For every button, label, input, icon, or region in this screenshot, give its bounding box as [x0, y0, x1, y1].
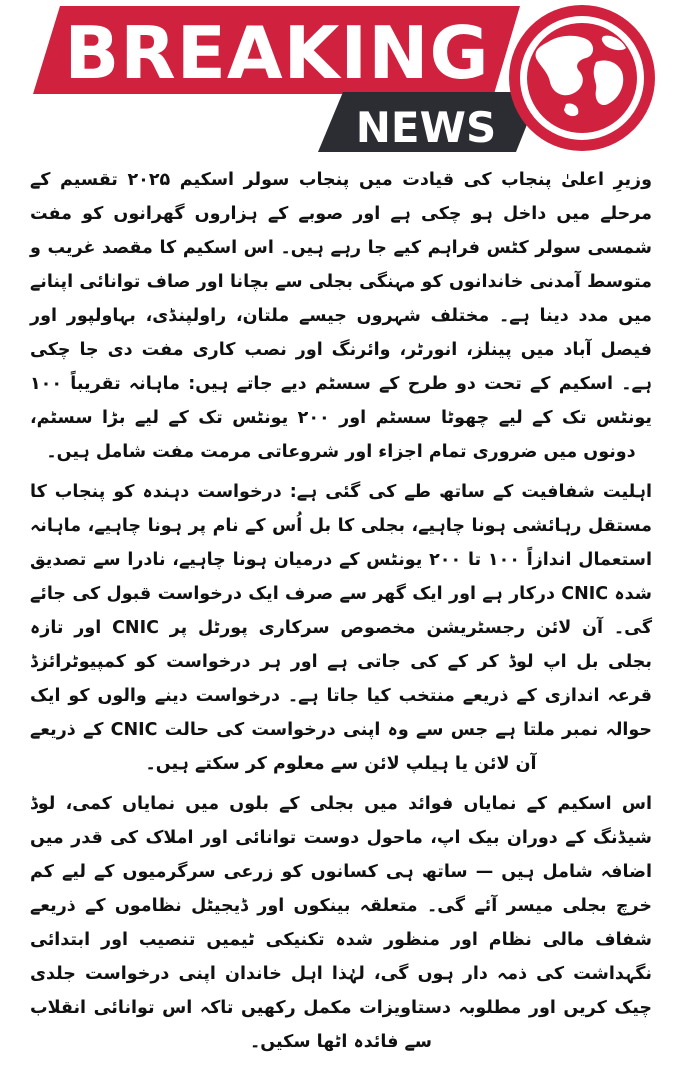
article-body: [30, 163, 652, 1065]
globe-icon: [509, 5, 655, 151]
news-label: NEWS: [355, 103, 497, 152]
article-paragraph-3: اس اسکیم کے نمایاں فوائد میں بجلی کے بلوں میں نمایاں کمی، لوڈ شیڈنگ کے دوران بیک اپ، ماحول دوست توانائی اور املاک کی قدر میں اضافہ شامل ہیں — ساتھ ہی کسانوں کو زرعی سرگرمیوں کے لیے کم خرچ بجلی میسر آئے گی۔ متعلقہ بینکوں اور ڈیجیٹل نظاموں کے ذریعے شفاف مالی نظام اور منظور شدہ تکنیکی ٹیمیں تنصیب اور ابتدائی نگہداشت کی ذمہ دار ہوں گی، لہٰذا اہل خاندان اپنی درخواست جلدی چیک کریں اور مطلوبہ دستاویزات مکمل رکھیں تاکہ اس توانائی انقلاب سے فائدہ اٹھا سکیں۔: [30, 794, 652, 1052]
breaking-news-banner: [0, 0, 683, 160]
article-paragraph-2: اہلیت شفافیت کے ساتھ طے کی گئی ہے: درخواست دہندہ کو پنجاب کا مستقل رہائشی ہونا چاہیے، بجلی کا بل اُس کے نام پر ہونا چاہیے، ماہانہ استعمال اندازاً ۱۰۰ تا ۲۰۰ یونٹس کے درمیان ہونا چاہیے، نادرا سے تصدیق شدہ CNIC درکار ہے اور ایک گھر سے صرف ایک درخواست قبول کی جائے گی۔ آن لائن رجسٹریشن مخصوص سرکاری پورٹل پر CNIC اور تازہ بجلی بل اپ لوڈ کر کے کی جاتی ہے اور ہر درخواست کو کمپیوٹرائزڈ قرعہ اندازی کے ذریعے منتخب کیا جاتا ہے۔ درخواست دینے والوں کو ایک حوالہ نمبر ملتا ہے جس سے وہ اپنی درخواست کی حالت CNIC کے ذریعے آن لائن یا ہیلپ لائن سے معلوم کر سکتے ہیں۔: [30, 482, 652, 774]
breaking-label: BREAKING: [64, 11, 490, 95]
article-paragraph-1: وزیرِ اعلیٰ پنجاب کی قیادت میں پنجاب سولر اسکیم ۲۰۲۵ تقسیم کے مرحلے میں داخل ہو چکی ہے اور صوبے کے ہزاروں گھرانوں کو مفت شمسی سولر کٹس فراہم کیے جا رہے ہیں۔ اس اسکیم کا مقصد غریب و متوسط آمدنی خاندانوں کو مہنگی بجلی سے بچانا اور صاف توانائی اپنانے میں مدد دینا ہے۔ مختلف شہروں جیسے ملتان، راولپنڈی، بہاولپور اور فیصل آباد میں پینلز، انورٹر، وائرنگ اور نصب کاری مفت دی جا چکی ہے۔ اسکیم کے تحت دو طرح کے سسٹم دیے جاتے ہیں: ماہانہ تقریباً ۱۰۰ یونٹس تک کے لیے چھوٹا سسٹم اور ۲۰۰ یونٹس تک کے لیے بڑا سسٹم، دونوں میں ضروری تمام اجزاء اور شروعاتی مرمت مفت شامل ہیں۔: [30, 170, 652, 462]
